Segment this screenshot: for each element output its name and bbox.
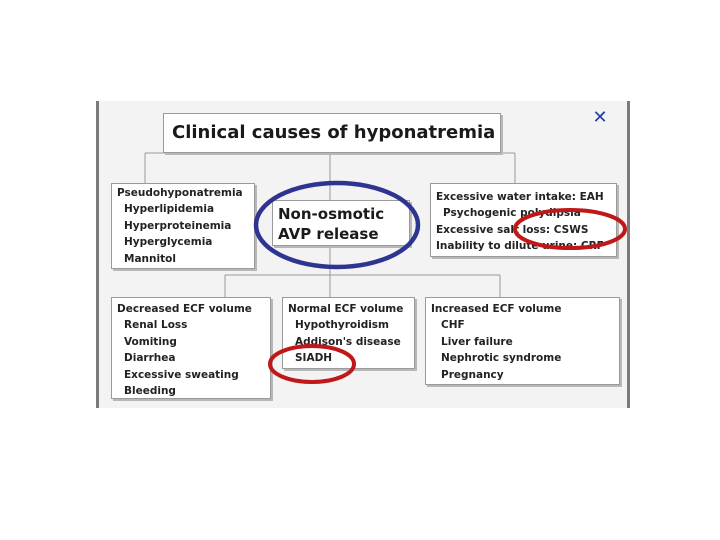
- box-heading: Normal ECF volume: [288, 303, 404, 315]
- box-line: Excessive water intake: EAH: [436, 191, 604, 203]
- list-item: Renal Loss: [124, 319, 188, 332]
- list-item: Hyperproteinemia: [124, 219, 232, 232]
- list-item: Diarrhea: [124, 352, 176, 365]
- diagram-title: Clinical causes of hyponatremia: [172, 122, 496, 143]
- list-item: Mannitol: [124, 252, 176, 265]
- list-item: Hyperlipidemia: [124, 203, 215, 216]
- list-item: SIADH: [295, 352, 333, 365]
- box-heading: Decreased ECF volume: [117, 303, 252, 315]
- list-item: Liver failure: [441, 335, 513, 348]
- box-heading: Increased ECF volume: [431, 303, 562, 315]
- box-line: AVP release: [278, 225, 379, 243]
- box-line: Non-osmotic: [278, 205, 385, 223]
- list-item: CHF: [441, 319, 465, 332]
- list-item: Nephrotic syndrome: [441, 352, 562, 365]
- list-item: Pregnancy: [441, 368, 504, 381]
- box-heading: Pseudohyponatremia: [117, 187, 243, 199]
- box-line: Excessive salt loss: CSWS: [436, 223, 589, 236]
- box-line: Psychogenic polydipsia: [443, 207, 581, 220]
- list-item: Bleeding: [124, 385, 176, 398]
- red-highlight-ring-csws: [515, 210, 625, 248]
- list-item: Excessive sweating: [124, 368, 239, 381]
- close-icon[interactable]: ✕: [592, 107, 608, 128]
- list-item: Hypothyroidism: [295, 319, 389, 332]
- blue-highlight-ring: [256, 183, 418, 267]
- red-highlight-ring-siadh: [270, 346, 354, 382]
- box-line: Inability to dilute urine: CRF: [436, 240, 604, 253]
- list-item: Vomiting: [124, 335, 177, 348]
- list-item: Addison's disease: [295, 335, 401, 348]
- list-item: Hyperglycemia: [124, 236, 213, 249]
